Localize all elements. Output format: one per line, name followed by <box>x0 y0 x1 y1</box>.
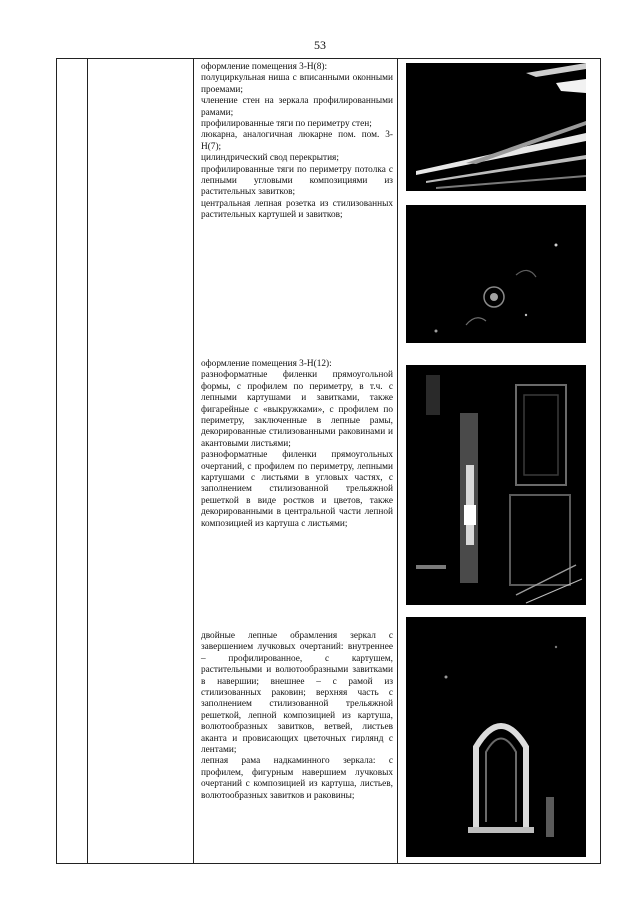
photo-ceiling-mouldings <box>406 63 586 191</box>
description-text: оформление помещения 3-Н(8): полуциркульная ниша с вписанными оконными проемами; членение стен на зеркала профилированными рамами; профилированные тяги по периметру стен; люкарна, аналогичная люкарне пом. пом. 3-Н(7); цилиндрический свод перекрытия; профилированные тяги по периметру потолка с лепными угловыми композициями из растительных завитков; центральная лепная розетка из стилизованных растительных картушей и завитков; <box>201 62 393 221</box>
description-text: оформление помещения 3-Н(12): разноформатные филенки прямоугольной формы, с профилем по периметру, в т.ч. с лепными картушами и завитками, также фигарейные с «выкружками», с профилем по периметру, заключенные в лепные рамы, декорированные стилизованными раковинами и акантовыми листьями; разноформатные филенки прямоугольных очертаний, с профилем по периметру, лепными картушами с листьями в угловых частях, с заполнением стилизованной трельяжной решеткой в виде ростков и цветов, также декорированными в центральной части лепной композицией из картуша с листьями; <box>201 359 393 529</box>
column-divider <box>87 59 88 863</box>
photo-ceiling-rosette <box>406 205 586 343</box>
column-divider <box>397 59 398 863</box>
description-table <box>56 58 601 864</box>
photo-wall-panels <box>406 365 586 605</box>
description-text: двойные лепные обрамления зеркал с завершением лучковых очертаний: внутреннее – профилированное, с картушем, растительными и волютообразными завитками в навершии; внешнее – с рамой из стилизованных раковин; верхняя часть с заполнением стилизованной трельяжной решеткой, лепной композицией из картуша, волютообразных завитков, ветвей, листьев аканта и провисающих цветочных гирлянд с лентами; лепная рама надкаминного зеркала: с профилем, фигурным навершием лучковых очертаний с композицией из картуша, листьев, волютообразных завитков и раковины; <box>201 631 393 801</box>
photo-mirror-frame <box>406 617 586 857</box>
column-divider <box>193 59 194 863</box>
page-number: 53 <box>314 38 326 52</box>
